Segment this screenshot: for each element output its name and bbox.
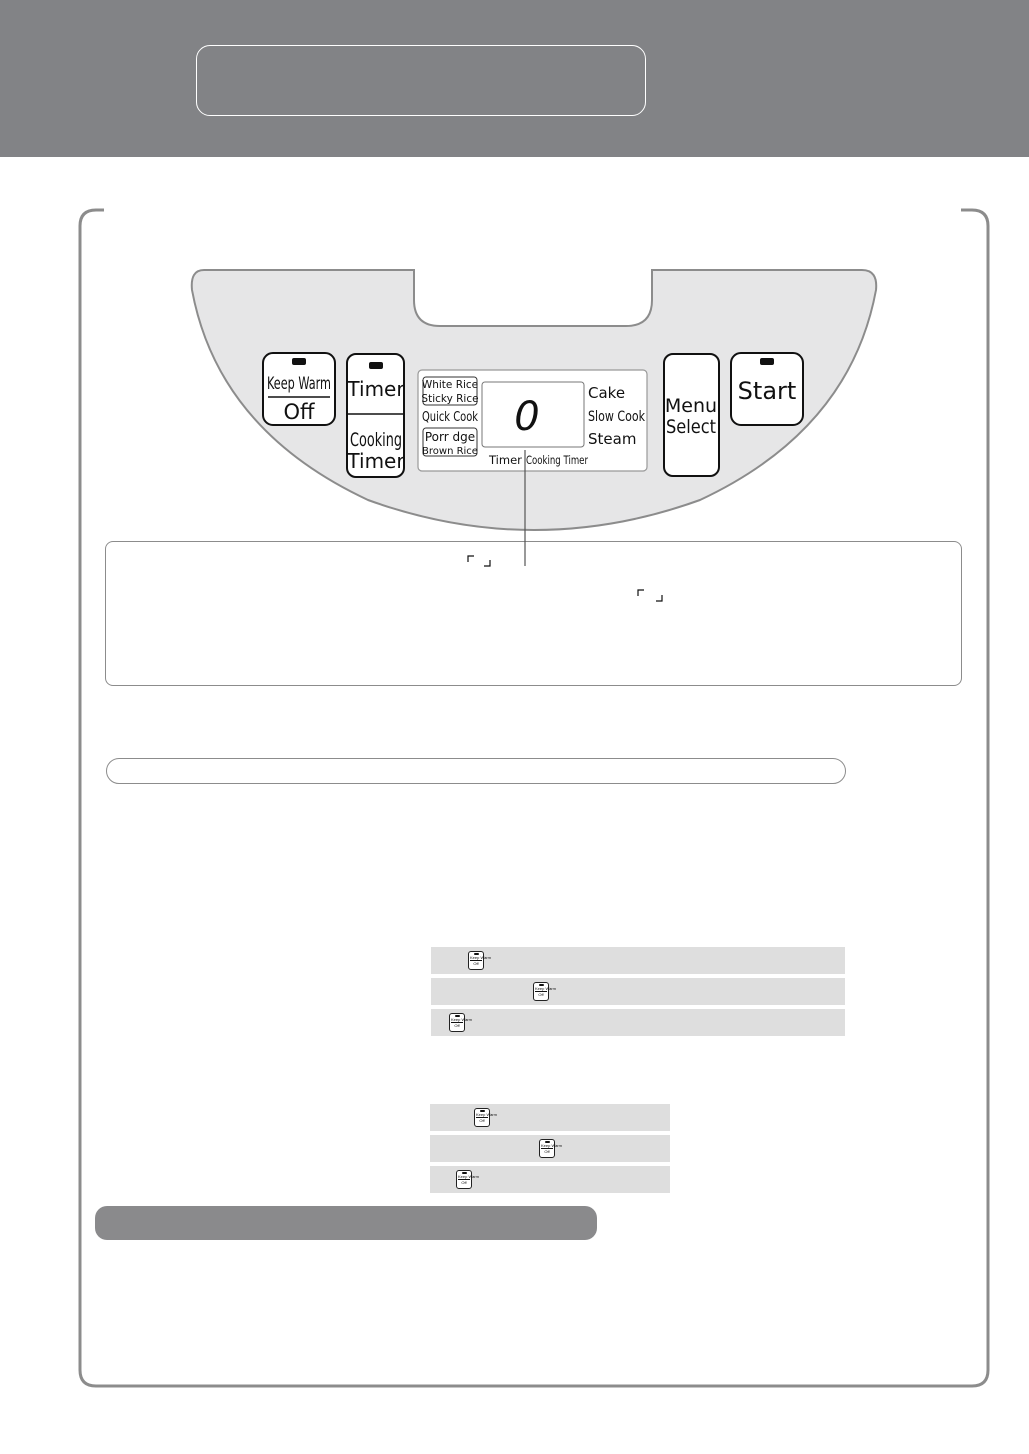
- section-heading-bar: [106, 758, 846, 784]
- table-row: [431, 978, 845, 1005]
- menu-label: Menu: [664, 395, 718, 417]
- menu-quick-cook: Quick Cook: [422, 410, 479, 425]
- timer-label: Timer: [347, 377, 405, 401]
- menu-porridge: Porr dge: [424, 430, 476, 444]
- menu-sticky-rice: Sticky Rice: [421, 393, 479, 405]
- menu-steam: Steam: [588, 430, 637, 448]
- keep-warm-off-icon: Keep Warm Off: [533, 982, 549, 1001]
- keep-warm-label: Keep Warm: [267, 374, 331, 394]
- indicator-cooking-timer: Cooking Timer: [526, 453, 589, 467]
- subsection-heading-bar: [95, 1206, 597, 1240]
- cooking-label: Cooking: [350, 429, 402, 451]
- off-label: Off: [283, 400, 315, 424]
- bracket-marks-2: [638, 590, 662, 601]
- keep-warm-off-icon: Keep Warm Off: [449, 1013, 465, 1032]
- table-row: [430, 1135, 670, 1162]
- cooking-timer-label: Timer: [347, 449, 405, 473]
- table-row: [431, 947, 845, 974]
- info-box-callouts: [0, 0, 1029, 700]
- bracket-marks-1: [468, 556, 490, 566]
- menu-slow-cook: Slow Cook: [588, 409, 646, 425]
- menu-cake: Cake: [588, 384, 626, 402]
- keep-warm-off-icon: Keep Warm Off: [456, 1170, 472, 1189]
- menu-brown-rice: Brown Rice: [422, 446, 478, 457]
- keep-warm-off-icon: Keep Warm Off: [474, 1108, 490, 1127]
- menu-white-rice: White Rice: [421, 379, 479, 391]
- start-label: Start: [737, 377, 797, 405]
- table-row: [430, 1166, 670, 1193]
- select-label: Select: [666, 416, 716, 438]
- keep-warm-off-icon: Keep Warm Off: [468, 951, 484, 970]
- table-row: [430, 1104, 670, 1131]
- display-digit: 0: [514, 394, 540, 440]
- table-row: [431, 1009, 845, 1036]
- indicator-timer: Timer: [489, 453, 522, 467]
- keep-warm-off-icon: Keep Warm Off: [539, 1139, 555, 1158]
